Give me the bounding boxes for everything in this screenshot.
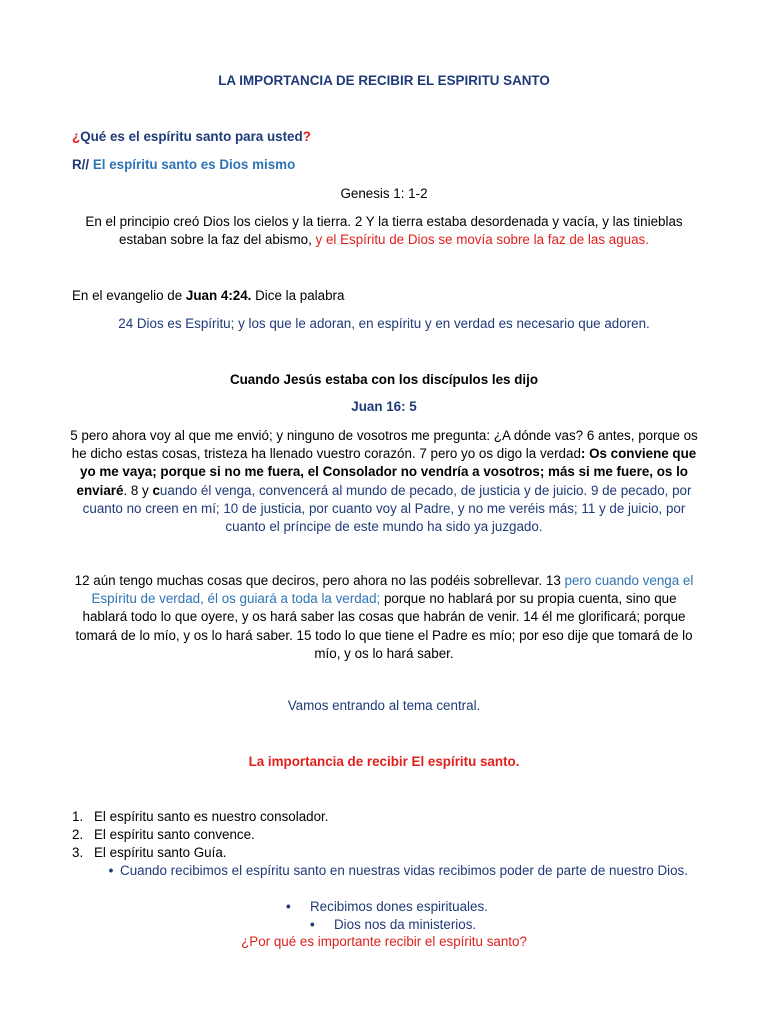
numbered-list <box>72 808 328 862</box>
juan424-intro: En el evangelio de Juan 4:24. Dice la palabra <box>72 288 345 303</box>
central-topic-line: Vamos entrando al tema central. <box>287 698 481 713</box>
juan16-paragraph-2: 12 aún tengo muchas cosas que deciros, pero ahora no las podéis sobrellevar. 13 pero cuando venga el Espíritu de verdad, él os guiará a toda la verdad; porque no hablará por su propia cuenta, sino que hablará todo lo que oyere, y os hará saber las cosas que habrán de venir. 14 él me glorificará; porque tomará de lo mío, y os lo hará saber. 15 todo lo que tiene el Padre es mío; por eso dije que tomará de lo mío, y os lo hará saber. <box>74 573 694 661</box>
bullet-item: • Cuando recibimos el espíritu santo en nuestras vidas recibimos poder de parte de nuestro Dios. <box>100 862 690 880</box>
bullet-item: • Recibimos dones espirituales. <box>286 899 488 914</box>
list-item: 3. El espíritu santo Guía. <box>72 845 227 860</box>
bullet-icon: • <box>310 917 315 932</box>
list-item: 2. El espíritu santo convence. <box>72 827 255 842</box>
question-heading: ¿Qué es el espíritu santo para usted? <box>72 129 311 144</box>
jesus-heading: Cuando Jesús estaba con los discípulos les dijo <box>229 372 539 387</box>
page-title: LA IMPORTANCIA DE RECIBIR EL ESPIRITU SANTO <box>218 73 550 88</box>
juan424-verse: 24 Dios es Espíritu; y los que le adoran, en espíritu y en verdad es necesario que adoren. <box>118 316 650 331</box>
juan16-reference: Juan 16: 5 <box>351 399 417 414</box>
answer-line: R// El espíritu santo es Dios mismo <box>72 157 296 172</box>
bullet-icon: • <box>108 863 114 878</box>
genesis-text: En el principio creó Dios los cielos y la tierra. 2 Y la tierra estaba desordenada y vacía, y las tinieblas estaban sobre la faz del abismo, y el Espíritu de Dios se movía sobre la faz de las aguas. <box>85 214 683 248</box>
list-item: 1. El espíritu santo es nuestro consolador. <box>72 809 329 824</box>
genesis-reference: Genesis 1: 1-2 <box>340 186 428 201</box>
importance-heading: La importancia de recibir El espíritu santo. <box>248 754 520 769</box>
bullet-icon: • <box>286 899 291 914</box>
final-question: ¿Por qué es importante recibir el espíritu santo? <box>241 934 527 949</box>
bullet-item: • Dios nos da ministerios. <box>310 917 477 932</box>
juan16-paragraph-1: 5 pero ahora voy al que me envió; y ninguno de vosotros me pregunta: ¿A dónde vas? 6 antes, porque os he dicho estas cosas, tristeza ha llenado vuestro corazón. 7 pero yo os digo la verdad: Os conviene que yo me vaya; porque si no me fuera, el Consolador no vendría a vosotros; más si me fuere, os lo enviaré. 8 y cuando él venga, convencerá al mundo de pecado, de justicia y de juicio. 9 de pecado, por cuanto no creen en mí; 10 de justicia, por cuanto voy al Padre, y no me veréis más; 11 y de juicio, por cuanto el príncipe de este mundo ha sido ya juzgado. <box>70 428 698 535</box>
